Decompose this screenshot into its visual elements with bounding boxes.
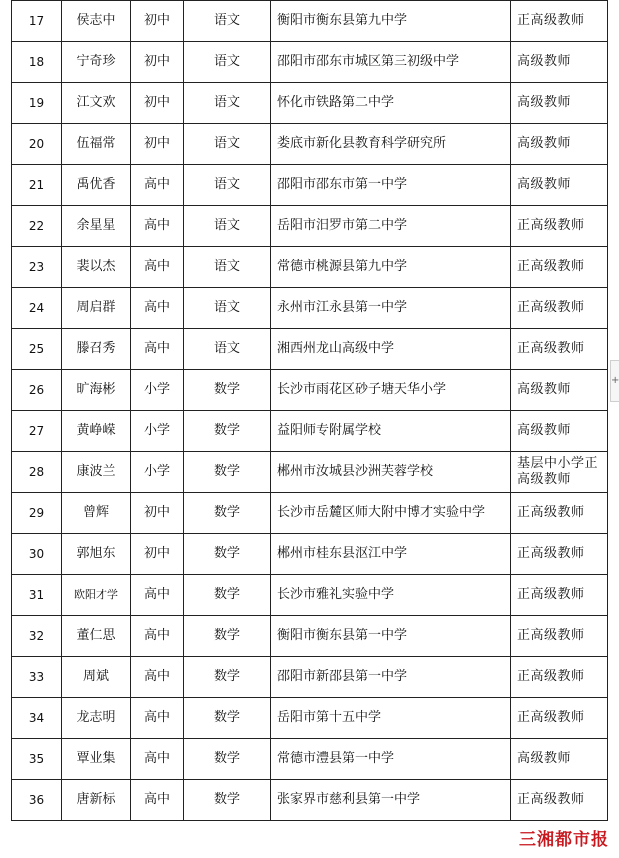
table-row [12, 370, 608, 411]
table-body [12, 1, 608, 821]
cell-name: 周启群 [62, 288, 131, 329]
cell-title: 高级教师 [511, 83, 608, 124]
cell-title: 正高级教师 [511, 575, 608, 616]
cell-number: 27 [12, 411, 62, 452]
cell-school: 怀化市铁路第二中学 [271, 83, 511, 124]
cell-stage: 初中 [131, 534, 184, 575]
table-row [12, 739, 608, 780]
table-row [12, 83, 608, 124]
cell-school: 益阳师专附属学校 [271, 411, 511, 452]
cell-title: 正高级教师 [511, 247, 608, 288]
cell-stage: 小学 [131, 411, 184, 452]
cell-name: 滕召秀 [62, 329, 131, 370]
cell-title: 正高级教师 [511, 534, 608, 575]
cell-title: 高级教师 [511, 739, 608, 780]
cell-stage: 小学 [131, 452, 184, 493]
cell-subject: 语文 [184, 83, 271, 124]
cell-number: 32 [12, 616, 62, 657]
cell-number: 35 [12, 739, 62, 780]
cell-name: 旷海彬 [62, 370, 131, 411]
cell-school: 娄底市新化县教育科学研究所 [271, 124, 511, 165]
table-row [12, 165, 608, 206]
cell-name: 周斌 [62, 657, 131, 698]
cell-name: 裴以杰 [62, 247, 131, 288]
cell-school: 邵阳市新邵县第一中学 [271, 657, 511, 698]
cell-stage: 高中 [131, 165, 184, 206]
cell-school: 邵阳市邵东市第一中学 [271, 165, 511, 206]
table-row [12, 657, 608, 698]
cell-subject: 数学 [184, 698, 271, 739]
cell-title: 正高级教师 [511, 698, 608, 739]
cell-stage: 初中 [131, 124, 184, 165]
cell-title: 正高级教师 [511, 493, 608, 534]
cell-subject: 数学 [184, 534, 271, 575]
cell-subject: 数学 [184, 780, 271, 821]
cell-stage: 高中 [131, 575, 184, 616]
cell-number: 19 [12, 83, 62, 124]
cell-name: 欧阳才学 [62, 575, 131, 616]
cell-name: 康波兰 [62, 452, 131, 493]
cell-title: 正高级教师 [511, 288, 608, 329]
cell-name: 龙志明 [62, 698, 131, 739]
cell-title: 基层中小学正高级教师 [511, 452, 608, 493]
teacher-list-table [11, 0, 608, 821]
cell-subject: 语文 [184, 247, 271, 288]
cell-stage: 初中 [131, 493, 184, 534]
table-row [12, 247, 608, 288]
cell-subject: 数学 [184, 452, 271, 493]
cell-school: 邵阳市邵东市城区第三初级中学 [271, 42, 511, 83]
cell-stage: 高中 [131, 739, 184, 780]
cell-title: 正高级教师 [511, 657, 608, 698]
cell-subject: 语文 [184, 124, 271, 165]
cell-name: 郭旭东 [62, 534, 131, 575]
cell-stage: 小学 [131, 370, 184, 411]
cell-number: 29 [12, 493, 62, 534]
cell-school: 衡阳市衡东县第九中学 [271, 1, 511, 42]
cell-number: 24 [12, 288, 62, 329]
cell-subject: 数学 [184, 657, 271, 698]
cell-title: 正高级教师 [511, 1, 608, 42]
table-row [12, 42, 608, 83]
cell-title: 正高级教师 [511, 780, 608, 821]
cell-school: 衡阳市衡东县第一中学 [271, 616, 511, 657]
cell-name: 伍福常 [62, 124, 131, 165]
cell-title: 高级教师 [511, 411, 608, 452]
newspaper-watermark: 三湘都市报 [519, 830, 609, 850]
cell-title: 高级教师 [511, 124, 608, 165]
document-page [11, 0, 607, 821]
cell-subject: 数学 [184, 575, 271, 616]
cell-stage: 高中 [131, 329, 184, 370]
cell-title: 高级教师 [511, 165, 608, 206]
cell-number: 18 [12, 42, 62, 83]
cell-name: 禹优香 [62, 165, 131, 206]
cell-number: 20 [12, 124, 62, 165]
cell-stage: 高中 [131, 288, 184, 329]
cell-stage: 高中 [131, 616, 184, 657]
table-row [12, 616, 608, 657]
cell-school: 长沙市雨花区砂子塘天华小学 [271, 370, 511, 411]
cell-school: 常德市澧县第一中学 [271, 739, 511, 780]
table-row [12, 534, 608, 575]
table-row [12, 575, 608, 616]
cell-name: 侯志中 [62, 1, 131, 42]
table-row [12, 698, 608, 739]
cell-subject: 数学 [184, 493, 271, 534]
cell-number: 33 [12, 657, 62, 698]
cell-stage: 高中 [131, 657, 184, 698]
cell-title: 正高级教师 [511, 206, 608, 247]
table-row [12, 329, 608, 370]
cell-number: 21 [12, 165, 62, 206]
cell-subject: 语文 [184, 206, 271, 247]
table-row [12, 288, 608, 329]
cell-number: 23 [12, 247, 62, 288]
cell-name: 黄峥嵘 [62, 411, 131, 452]
table-row [12, 780, 608, 821]
cell-title: 正高级教师 [511, 329, 608, 370]
cell-stage: 初中 [131, 42, 184, 83]
cell-school: 岳阳市汨罗市第二中学 [271, 206, 511, 247]
cell-subject: 数学 [184, 370, 271, 411]
cell-name: 余星星 [62, 206, 131, 247]
cell-title: 高级教师 [511, 42, 608, 83]
table-row [12, 124, 608, 165]
cell-school: 长沙市岳麓区师大附中博才实验中学 [271, 493, 511, 534]
cell-number: 17 [12, 1, 62, 42]
cell-name: 宁奇珍 [62, 42, 131, 83]
cell-school: 郴州市桂东县沤江中学 [271, 534, 511, 575]
table-row [12, 411, 608, 452]
cell-number: 25 [12, 329, 62, 370]
cell-name: 唐新标 [62, 780, 131, 821]
table-row [12, 206, 608, 247]
cell-subject: 语文 [184, 42, 271, 83]
cell-number: 28 [12, 452, 62, 493]
cell-school: 常德市桃源县第九中学 [271, 247, 511, 288]
expand-handle[interactable]: + [610, 360, 619, 402]
cell-name: 曾辉 [62, 493, 131, 534]
cell-name: 董仁思 [62, 616, 131, 657]
cell-school: 张家界市慈利县第一中学 [271, 780, 511, 821]
cell-stage: 高中 [131, 206, 184, 247]
cell-number: 26 [12, 370, 62, 411]
cell-school: 湘西州龙山高级中学 [271, 329, 511, 370]
cell-stage: 高中 [131, 780, 184, 821]
table-row [12, 493, 608, 534]
cell-stage: 高中 [131, 247, 184, 288]
cell-subject: 数学 [184, 739, 271, 780]
cell-stage: 初中 [131, 83, 184, 124]
cell-school: 永州市江永县第一中学 [271, 288, 511, 329]
cell-name: 江文欢 [62, 83, 131, 124]
cell-school: 郴州市汝城县沙洲芙蓉学校 [271, 452, 511, 493]
cell-subject: 语文 [184, 288, 271, 329]
cell-subject: 语文 [184, 329, 271, 370]
cell-number: 36 [12, 780, 62, 821]
cell-stage: 高中 [131, 698, 184, 739]
cell-school: 长沙市雅礼实验中学 [271, 575, 511, 616]
cell-number: 31 [12, 575, 62, 616]
cell-subject: 数学 [184, 411, 271, 452]
cell-title: 正高级教师 [511, 616, 608, 657]
cell-stage: 初中 [131, 1, 184, 42]
cell-number: 30 [12, 534, 62, 575]
cell-number: 22 [12, 206, 62, 247]
table-row [12, 1, 608, 42]
cell-subject: 语文 [184, 165, 271, 206]
cell-title: 高级教师 [511, 370, 608, 411]
cell-school: 岳阳市第十五中学 [271, 698, 511, 739]
cell-name: 覃业集 [62, 739, 131, 780]
cell-subject: 语文 [184, 1, 271, 42]
cell-subject: 数学 [184, 616, 271, 657]
cell-number: 34 [12, 698, 62, 739]
table-row [12, 452, 608, 493]
